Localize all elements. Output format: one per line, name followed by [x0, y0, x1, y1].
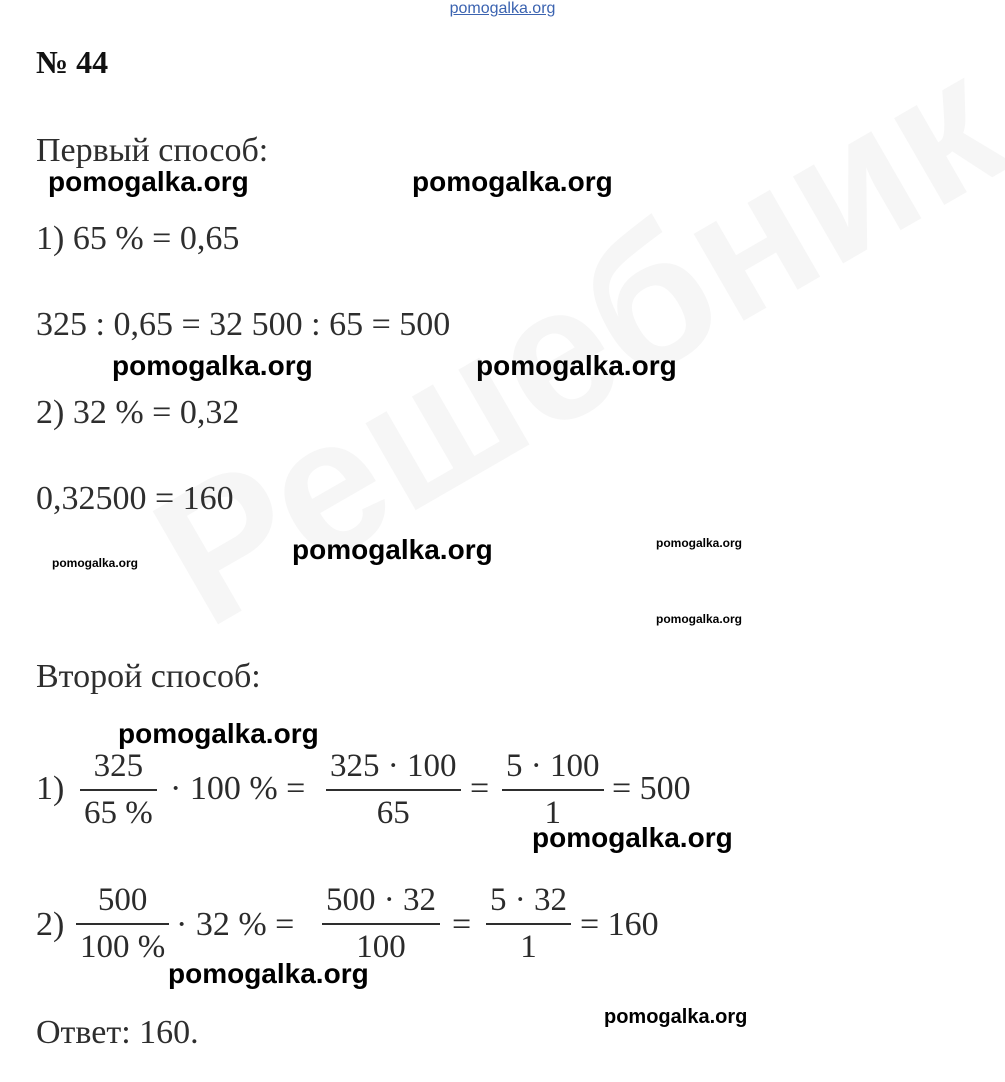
method2-step2-eq: = — [452, 906, 472, 943]
method2-step2-fraction1 — [76, 884, 169, 964]
watermark: pomogalka.org — [118, 718, 319, 749]
method2-step1-fraction2 — [326, 750, 461, 830]
method2-heading: Второй способ: — [36, 658, 261, 695]
watermark: pomogalka.org — [604, 1006, 748, 1028]
top-watermark-link[interactable]: pomogalka.org — [449, 0, 556, 17]
watermark: pomogalka.org — [292, 534, 493, 565]
answer: Ответ: 160. — [36, 1014, 199, 1051]
watermark: pomogalka.org — [656, 536, 743, 550]
denominator: 1 — [486, 923, 571, 964]
problem-number: № 44 — [36, 44, 109, 80]
numerator: 325 — [93, 748, 144, 784]
method2-step2-mult: · 32 % = — [176, 906, 295, 943]
denominator: 65 % — [80, 789, 157, 830]
method2-step1-result: = 500 — [612, 770, 691, 807]
watermark: pomogalka.org — [476, 350, 677, 381]
method1-step1: 1) 65 % = 0,65 — [36, 220, 240, 257]
denominator: 1 — [502, 789, 604, 830]
watermark: pomogalka.org — [48, 166, 249, 197]
method2-step2-fraction3 — [486, 884, 571, 964]
method2-step1-eq: = — [470, 770, 490, 807]
numerator: 500 · 32 — [326, 882, 436, 918]
method2-step2-fraction2 — [322, 884, 440, 964]
method1-step1-calc: 325 : 0,65 = 32 500 : 65 = 500 — [36, 306, 451, 343]
numerator: 325 · 100 — [330, 748, 457, 784]
watermark: pomogalka.org — [168, 958, 369, 989]
method2-step2-label: 2) — [36, 906, 65, 943]
method1-step2: 2) 32 % = 0,32 — [36, 394, 240, 431]
method2-step1-mult: · 100 % = — [170, 770, 306, 807]
denominator: 100 % — [76, 923, 169, 964]
watermark: pomogalka.org — [412, 166, 613, 197]
watermark: pomogalka.org — [532, 822, 733, 853]
method2-step2-result: = 160 — [580, 906, 659, 943]
method1-heading: Первый способ: — [36, 132, 269, 169]
method2-step1-fraction1 — [80, 750, 157, 830]
numerator: 5 · 100 — [506, 748, 600, 784]
watermark: pomogalka.org — [656, 612, 743, 626]
method2-step1-label: 1) — [36, 770, 65, 807]
denominator: 65 — [326, 789, 461, 830]
numerator: 5 · 32 — [490, 882, 567, 918]
method2-step1-fraction3 — [502, 750, 604, 830]
method1-step2-calc: 0,32500 = 160 — [36, 480, 234, 517]
watermark: pomogalka.org — [52, 556, 139, 570]
numerator: 500 — [97, 882, 148, 918]
denominator: 100 — [322, 923, 440, 964]
watermark: pomogalka.org — [112, 350, 313, 381]
